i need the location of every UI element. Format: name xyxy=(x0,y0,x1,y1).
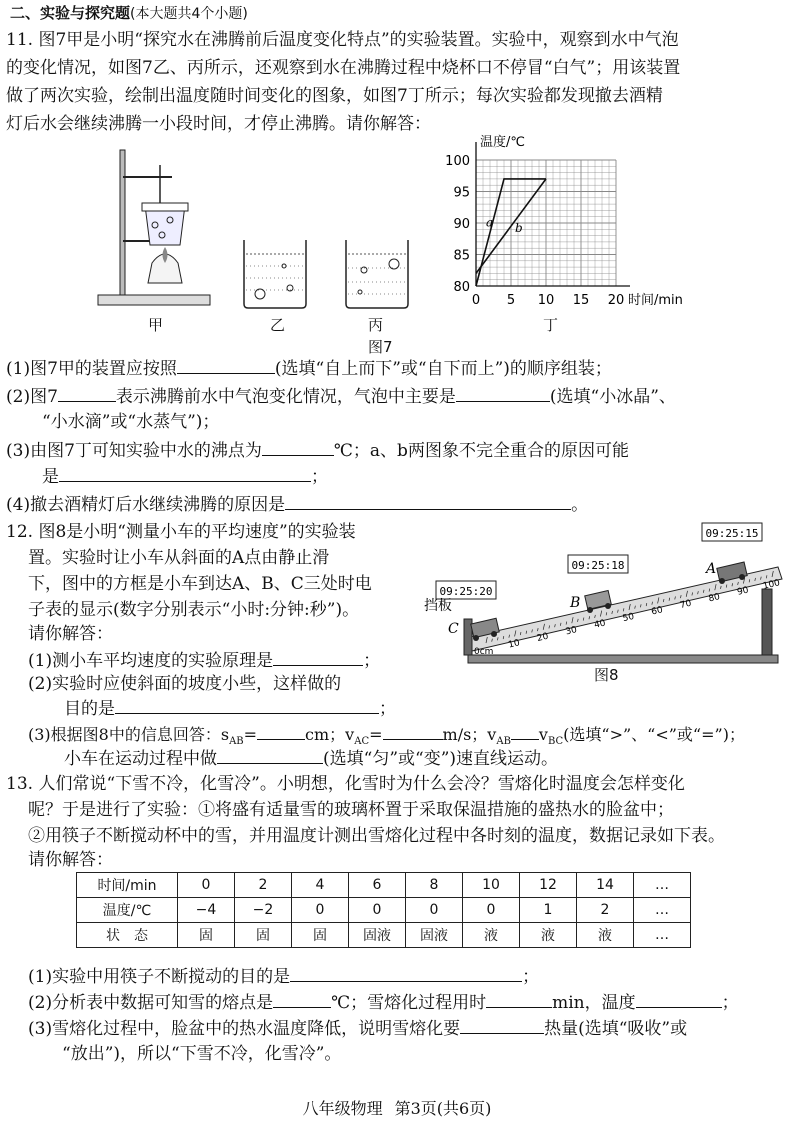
q12-motion-blank[interactable] xyxy=(217,746,323,764)
q12-sub3-eq-2: = xyxy=(369,725,383,744)
q12-line-5: 请你解答： xyxy=(28,624,113,644)
table-row xyxy=(77,873,691,898)
y-tick-label: 90 xyxy=(453,217,470,232)
q11-line-3: 做了两次实验，绘制出温度随时间变化的图象，如图7丁所示；每次实验都发现撤去酒精 xyxy=(6,86,663,106)
fig8-label-a: A xyxy=(706,561,717,577)
table-cell: 10 xyxy=(463,873,520,898)
fig7-beaker-yi xyxy=(240,236,310,310)
ruler-tick-label: 100 xyxy=(762,578,782,592)
q12-line-4: 子表的显示(数字分别表示“小时:分钟:秒”)。 xyxy=(28,600,360,620)
ruler-tick-label: 90 xyxy=(736,585,750,598)
q11-sub4 xyxy=(6,492,588,517)
q12-sub3-sub-ab: AB xyxy=(229,736,244,748)
table-cell: 2 xyxy=(235,873,292,898)
fig7-label-ding: 丁 xyxy=(543,316,559,334)
fig8-time-a: 09:25:15 xyxy=(705,527,759,540)
table-cell: 0 xyxy=(349,898,406,923)
x-tick-label: 20 xyxy=(607,293,625,308)
x-tick-label: 10 xyxy=(537,293,555,308)
q13-line-1: 13. 人们常说“下雪不冷，化雪冷”。小明想，化雪时为什么会冷？雪熔化时温度会怎样变化 xyxy=(6,774,685,794)
table-cell: 8 xyxy=(406,873,463,898)
table-cell: 14 xyxy=(577,873,634,898)
q11-sub4-text: (4)撤去酒精灯后水继续沸腾的原因是 xyxy=(6,495,286,515)
fig7-chart-ding xyxy=(440,130,690,315)
table-cell: 6 xyxy=(349,873,406,898)
q12-sub3-eq: = xyxy=(243,725,258,744)
fig8-label-c: C xyxy=(448,621,459,637)
table-row-header: 时间/min xyxy=(77,873,178,898)
q13-sub2-blank-2[interactable] xyxy=(486,990,552,1008)
table-row-header: 状 态 xyxy=(77,923,178,948)
section-note: (本大题共4个小题) xyxy=(130,6,248,22)
footer-subject: 八年级物理 xyxy=(302,1099,383,1118)
fig8-time-b: 09:25:18 xyxy=(571,559,625,572)
q11-sub2-blank-2[interactable] xyxy=(456,384,550,402)
fig7-beaker-bing xyxy=(342,236,412,310)
q12-sub3-sub-ac: AC xyxy=(354,736,370,748)
fig8-baffle-label: 挡板 xyxy=(424,598,452,614)
q13-line-2: 呢？于是进行了实验：①将盛有适量雪的玻璃杯置于采取保温措施的盛热水的脸盆中； xyxy=(28,800,674,820)
q11-sub2-blank-1[interactable] xyxy=(58,384,116,402)
q13-sub1-text: (1)实验中用筷子不断搅动的目的是 xyxy=(28,967,291,987)
table-cell: … xyxy=(634,873,691,898)
q13-sub3-text: (3)雪熔化过程中，脸盆中的热水温度降低，说明雪熔化要 xyxy=(28,1019,461,1039)
table-cell: 固 xyxy=(178,923,235,948)
q12-sub2: (2)实验时应使斜面的坡度小些，这样做的 xyxy=(28,674,342,694)
q11-sub4-text-2: 。 xyxy=(571,495,589,515)
q13-sub2-text-3: min，温度 xyxy=(552,993,636,1013)
q12-line-2: 置。实验时让小车从斜面的A点由静止滑 xyxy=(28,548,330,568)
fig8-label-b: B xyxy=(570,595,581,611)
ruler-tick-label: 20 xyxy=(536,631,550,645)
q12-vac-blank[interactable] xyxy=(383,722,443,740)
q13-data-table xyxy=(76,872,691,948)
table-cell: 1 xyxy=(520,898,577,923)
q11-sub2-text: (2)图7 xyxy=(6,387,58,407)
y-tick-label: 100 xyxy=(445,154,470,169)
ruler-tick-label: 30 xyxy=(564,625,579,638)
fig8-caption: 图8 xyxy=(594,666,619,684)
y-tick-label: 80 xyxy=(453,280,470,295)
ruler-tick-label: 10 xyxy=(507,638,521,651)
q12-sub3-text-2: cm；v xyxy=(305,725,355,744)
section-title: 二、实验与探究题 xyxy=(10,4,131,22)
q11-sub2-text-3: (选填“小冰晶”、 xyxy=(549,387,676,407)
table-cell: 0 xyxy=(178,873,235,898)
q12-sub2b-text: 目的是 xyxy=(64,699,115,719)
fig7-caption: 图7 xyxy=(368,338,393,356)
q11-sub3b-text: 是 xyxy=(42,467,59,487)
q13-sub2-blank-1[interactable] xyxy=(273,990,331,1008)
ruler-tick-label: 40 xyxy=(593,618,607,631)
x-tick-label: 5 xyxy=(506,293,516,308)
table-cell: 液 xyxy=(577,923,634,948)
q12-sub1 xyxy=(28,648,380,673)
q11-sub3-text-2: ℃；a、b两图象不完全重合的原因可能 xyxy=(333,441,629,461)
q11-line-4: 灯后水会继续沸腾一小段时间，才停止沸腾。请你解答： xyxy=(6,114,431,134)
q12-sub3-text-5: (选填“>”、“<”或“=”)； xyxy=(563,725,745,744)
q13-sub1-text-2: ； xyxy=(522,967,540,987)
q13-sub1-blank[interactable] xyxy=(290,964,522,982)
q12-sub3-text-3: m/s；v xyxy=(442,725,497,744)
q13-sub2 xyxy=(28,990,739,1015)
q11-sub3-blank-2[interactable] xyxy=(59,464,311,482)
table-row-header: 温度/℃ xyxy=(77,898,178,923)
fig8-time-c: 09:25:20 xyxy=(439,585,493,598)
q11-sub3-blank-1[interactable] xyxy=(262,438,334,456)
y-tick-label: 95 xyxy=(453,185,470,201)
series-label-a: a xyxy=(486,215,494,230)
page-footer xyxy=(0,1096,794,1119)
q12-sub3-sub-bc: BC xyxy=(547,736,564,748)
q11-line-2: 的变化情况，如图7乙、丙所示，还观察到水在沸腾过程中烧杯口不停冒“白气”；用该装置 xyxy=(6,58,681,78)
q12-sub3-cont xyxy=(64,746,558,771)
y-tick-label: 85 xyxy=(453,248,470,264)
table-cell: 4 xyxy=(292,873,349,898)
table-cell: 固 xyxy=(292,923,349,948)
q12-sub3-sub-ab-2: AB xyxy=(496,736,511,748)
q12-sub2-blank[interactable] xyxy=(115,696,379,714)
q11-sub4-blank[interactable] xyxy=(285,492,571,510)
q11-sub3 xyxy=(6,438,629,463)
q13-sub2-text-4: ； xyxy=(721,993,739,1013)
q12-sub3-text: (3)根据图8中的信息回答：s xyxy=(28,725,230,744)
q13-sub2-text-2: ℃；雪熔化过程用时 xyxy=(331,993,487,1013)
q13-line-4: 请你解答： xyxy=(28,850,113,870)
ruler-tick-label: 60 xyxy=(650,605,664,618)
table-cell: … xyxy=(634,898,691,923)
fig8-incline xyxy=(420,515,794,675)
y-axis-label: 温度/℃ xyxy=(480,135,525,150)
q13-sub1 xyxy=(28,964,539,989)
q12-compare-blank[interactable] xyxy=(511,722,539,740)
q12-sab-blank[interactable] xyxy=(257,722,305,740)
footer-page: 第3页(共6页) xyxy=(394,1099,492,1118)
table-cell: 0 xyxy=(463,898,520,923)
x-tick-label: 15 xyxy=(572,293,590,308)
q11-sub1-text: (1)图7甲的装置应按照 xyxy=(6,359,177,379)
q11-sub3b-text-2: ； xyxy=(311,467,328,487)
q12-sub3b-text-2: (选填“匀”或“变”)速直线运动。 xyxy=(323,749,559,769)
table-cell: −2 xyxy=(235,898,292,923)
series-label-b: b xyxy=(515,221,523,236)
q11-sub1-blank[interactable] xyxy=(177,356,275,374)
table-cell: 固 xyxy=(235,923,292,948)
q12-sub1-text: (1)测小车平均速度的实验原理是 xyxy=(28,651,274,671)
q12-sub1-blank[interactable] xyxy=(273,648,363,666)
q13-sub3-blank[interactable] xyxy=(460,1016,544,1034)
q11-sub3-text: (3)由图7丁可知实验中水的沸点为 xyxy=(6,441,262,461)
table-cell: 2 xyxy=(577,898,634,923)
q12-line-3: 下，图中的方框是小车到达A、B、C三处时电 xyxy=(28,574,372,594)
q11-sub2-text-2: 表示沸腾前水中气泡变化情况，气泡中主要是 xyxy=(115,387,456,407)
q12-sub3-text-4: v xyxy=(538,725,548,744)
q13-sub2-text: (2)分析表中数据可知雪的熔点是 xyxy=(28,993,274,1013)
q13-sub3-text-2: 热量(选填“吸收”或 xyxy=(544,1019,688,1039)
q11-sub3-cont xyxy=(42,464,328,489)
table-cell: 0 xyxy=(292,898,349,923)
q13-sub2-blank-3[interactable] xyxy=(636,990,722,1008)
ruler-tick-label: 50 xyxy=(621,611,636,625)
table-cell: 固液 xyxy=(349,923,406,948)
fig7-label-bing: 丙 xyxy=(368,316,384,334)
q12-sub3b-text: 小车在运动过程中做 xyxy=(64,749,217,769)
table-cell: 液 xyxy=(463,923,520,948)
fig8-unit-start: 0cm xyxy=(474,647,494,657)
q12-sub2-cont xyxy=(64,696,396,721)
q12-sub2b-text-2: ； xyxy=(379,699,396,719)
fig7-label-jia: 甲 xyxy=(148,316,164,334)
table-cell: 固液 xyxy=(406,923,463,948)
table-cell: 0 xyxy=(406,898,463,923)
q12-line-1: 12. 图8是小明“测量小车的平均速度”的实验装 xyxy=(6,522,356,542)
x-axis-label: 时间/min xyxy=(628,293,683,308)
table-cell: 12 xyxy=(520,873,577,898)
table-cell: 液 xyxy=(520,923,577,948)
q12-sub1-text-2: ； xyxy=(363,651,381,671)
ruler-tick-label: 70 xyxy=(679,598,693,612)
table-row xyxy=(77,923,691,948)
q11-sub2-cont: “小水滴”或“水蒸气”)； xyxy=(42,412,220,432)
q13-sub3-cont: “放出”)，所以“下雪不冷，化雪冷”。 xyxy=(62,1044,342,1064)
table-row xyxy=(77,898,691,923)
table-cell: … xyxy=(634,923,691,948)
section-heading xyxy=(10,2,248,23)
q11-sub2 xyxy=(6,384,676,409)
q11-line-1: 11. 图7甲是小明“探究水在沸腾前后温度变化特点”的实验装置。实验中，观察到水中气泡 xyxy=(6,30,679,50)
table-cell: −4 xyxy=(178,898,235,923)
q13-sub3 xyxy=(28,1016,687,1041)
x-tick-label: 0 xyxy=(471,293,481,308)
q13-line-3: ②用筷子不断搅动杯中的雪，并用温度计测出雪熔化过程中各时刻的温度，数据记录如下表。 xyxy=(28,826,725,846)
fig7-label-yi: 乙 xyxy=(270,316,286,334)
ruler-tick-label: 80 xyxy=(707,592,722,605)
fig7-apparatus-jia xyxy=(90,145,220,315)
q11-sub1-text-2: (选填“自上而下”或“自下而上”)的顺序组装； xyxy=(274,359,612,379)
q11-sub1 xyxy=(6,356,612,381)
